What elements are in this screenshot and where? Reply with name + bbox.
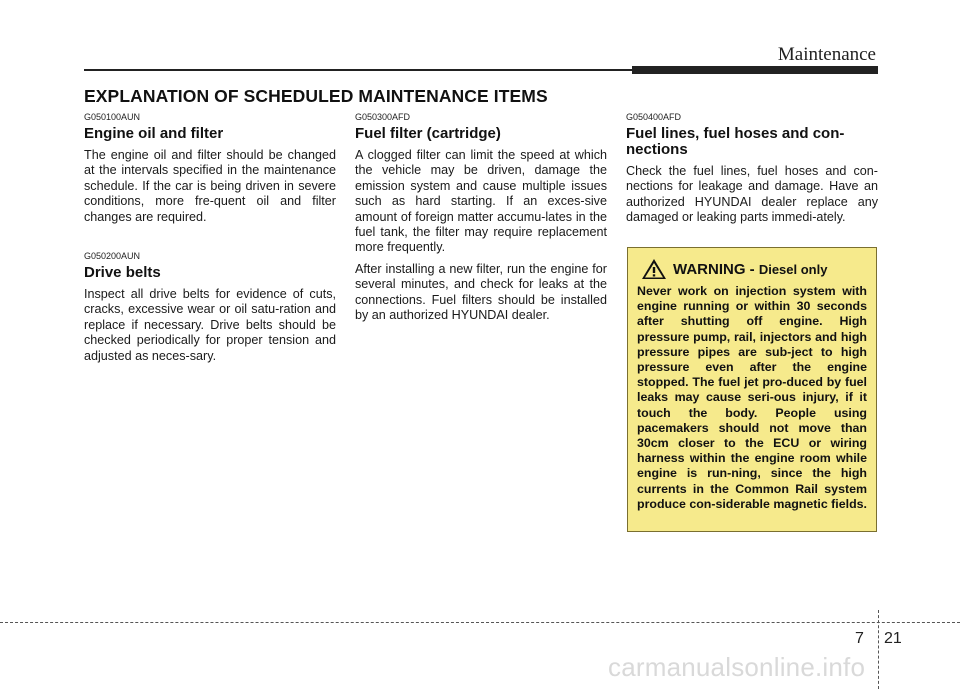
warning-text: Never work on injection system with engine running or within 30 seconds after shutting off engine. High pressure pump, rail, injectors and high pressure pipes are sub-ject to high pressure even after the engine stopped. The fuel jet pro-duced by fuel leaks may cause seri-ous injury, if it touch the body. People using pacemakers should not move than 30cm closer to the ECU or wiring harness within the engine room while engine is run-ning, since the high currents in the Common Rail system produce con-siderable magnetic fields. (637, 284, 867, 511)
section-title: EXPLANATION OF SCHEDULED MAINTENANCE ITEMS (84, 86, 548, 106)
header-title: Maintenance (777, 44, 876, 65)
warning-label: WARNING - (673, 260, 759, 278)
item-heading: Engine oil and filter (84, 125, 224, 142)
chapter-number: 7 (855, 630, 864, 647)
item-code: G050300AFD (355, 112, 411, 122)
header-rule (84, 69, 632, 71)
item-code: G050400AFD (626, 112, 682, 122)
item-heading: Drive belts (84, 264, 161, 282)
item-text: Check the fuel lines, fuel hoses and con-nections for leakage and damage. Have an authorized HYUNDAI dealer replace any damaged or leaking parts immedi-ately. (626, 164, 878, 225)
item-heading: Fuel filter (cartridge) (355, 125, 501, 142)
warning-triangle-icon (641, 258, 667, 280)
warning-title (673, 261, 827, 278)
item-text: Inspect all drive belts for evidence of cuts, cracks, excessive wear or oil satu-ration and replace if necessary. Drive belts should be checked periodically for proper tension and adjusted as neces-sary. (84, 287, 336, 363)
column-2 (355, 112, 607, 329)
item-code: G050200AUN (84, 251, 141, 262)
footer-divider (0, 622, 960, 623)
item-text: After installing a new filter, run the engine for several minutes, and check for leaks at the connections. Fuel filters should be installed by an authorized HYUNDAI dealer. (355, 261, 607, 323)
header-bar (632, 66, 878, 74)
warning-sublabel: Diesel only (758, 261, 828, 277)
item-code: G050100AUN (84, 112, 141, 122)
column-3 (626, 112, 878, 232)
warning-box (627, 247, 877, 532)
warning-header (637, 258, 867, 280)
watermark: carmanualsonline.info (608, 652, 866, 682)
footer-vertical-divider (878, 610, 879, 689)
item-heading: Fuel lines, fuel hoses and con-nections (626, 125, 845, 158)
column-1 (84, 112, 336, 370)
item-text: The engine oil and filter should be changed at the intervals specified in the maintenance schedule. If the car is being driven in severe conditions, more fre-quent oil and filter changes are required. (84, 148, 336, 224)
item-text: A clogged filter can limit the speed at which the vehicle may be driven, damage the emission system and cause multiple issues such as hard starting. If an exces-sive amount of foreign matter accumu-lates in the fuel tank, the filter may require replacement more frequently. (355, 148, 607, 255)
page-number: 21 (884, 630, 902, 647)
